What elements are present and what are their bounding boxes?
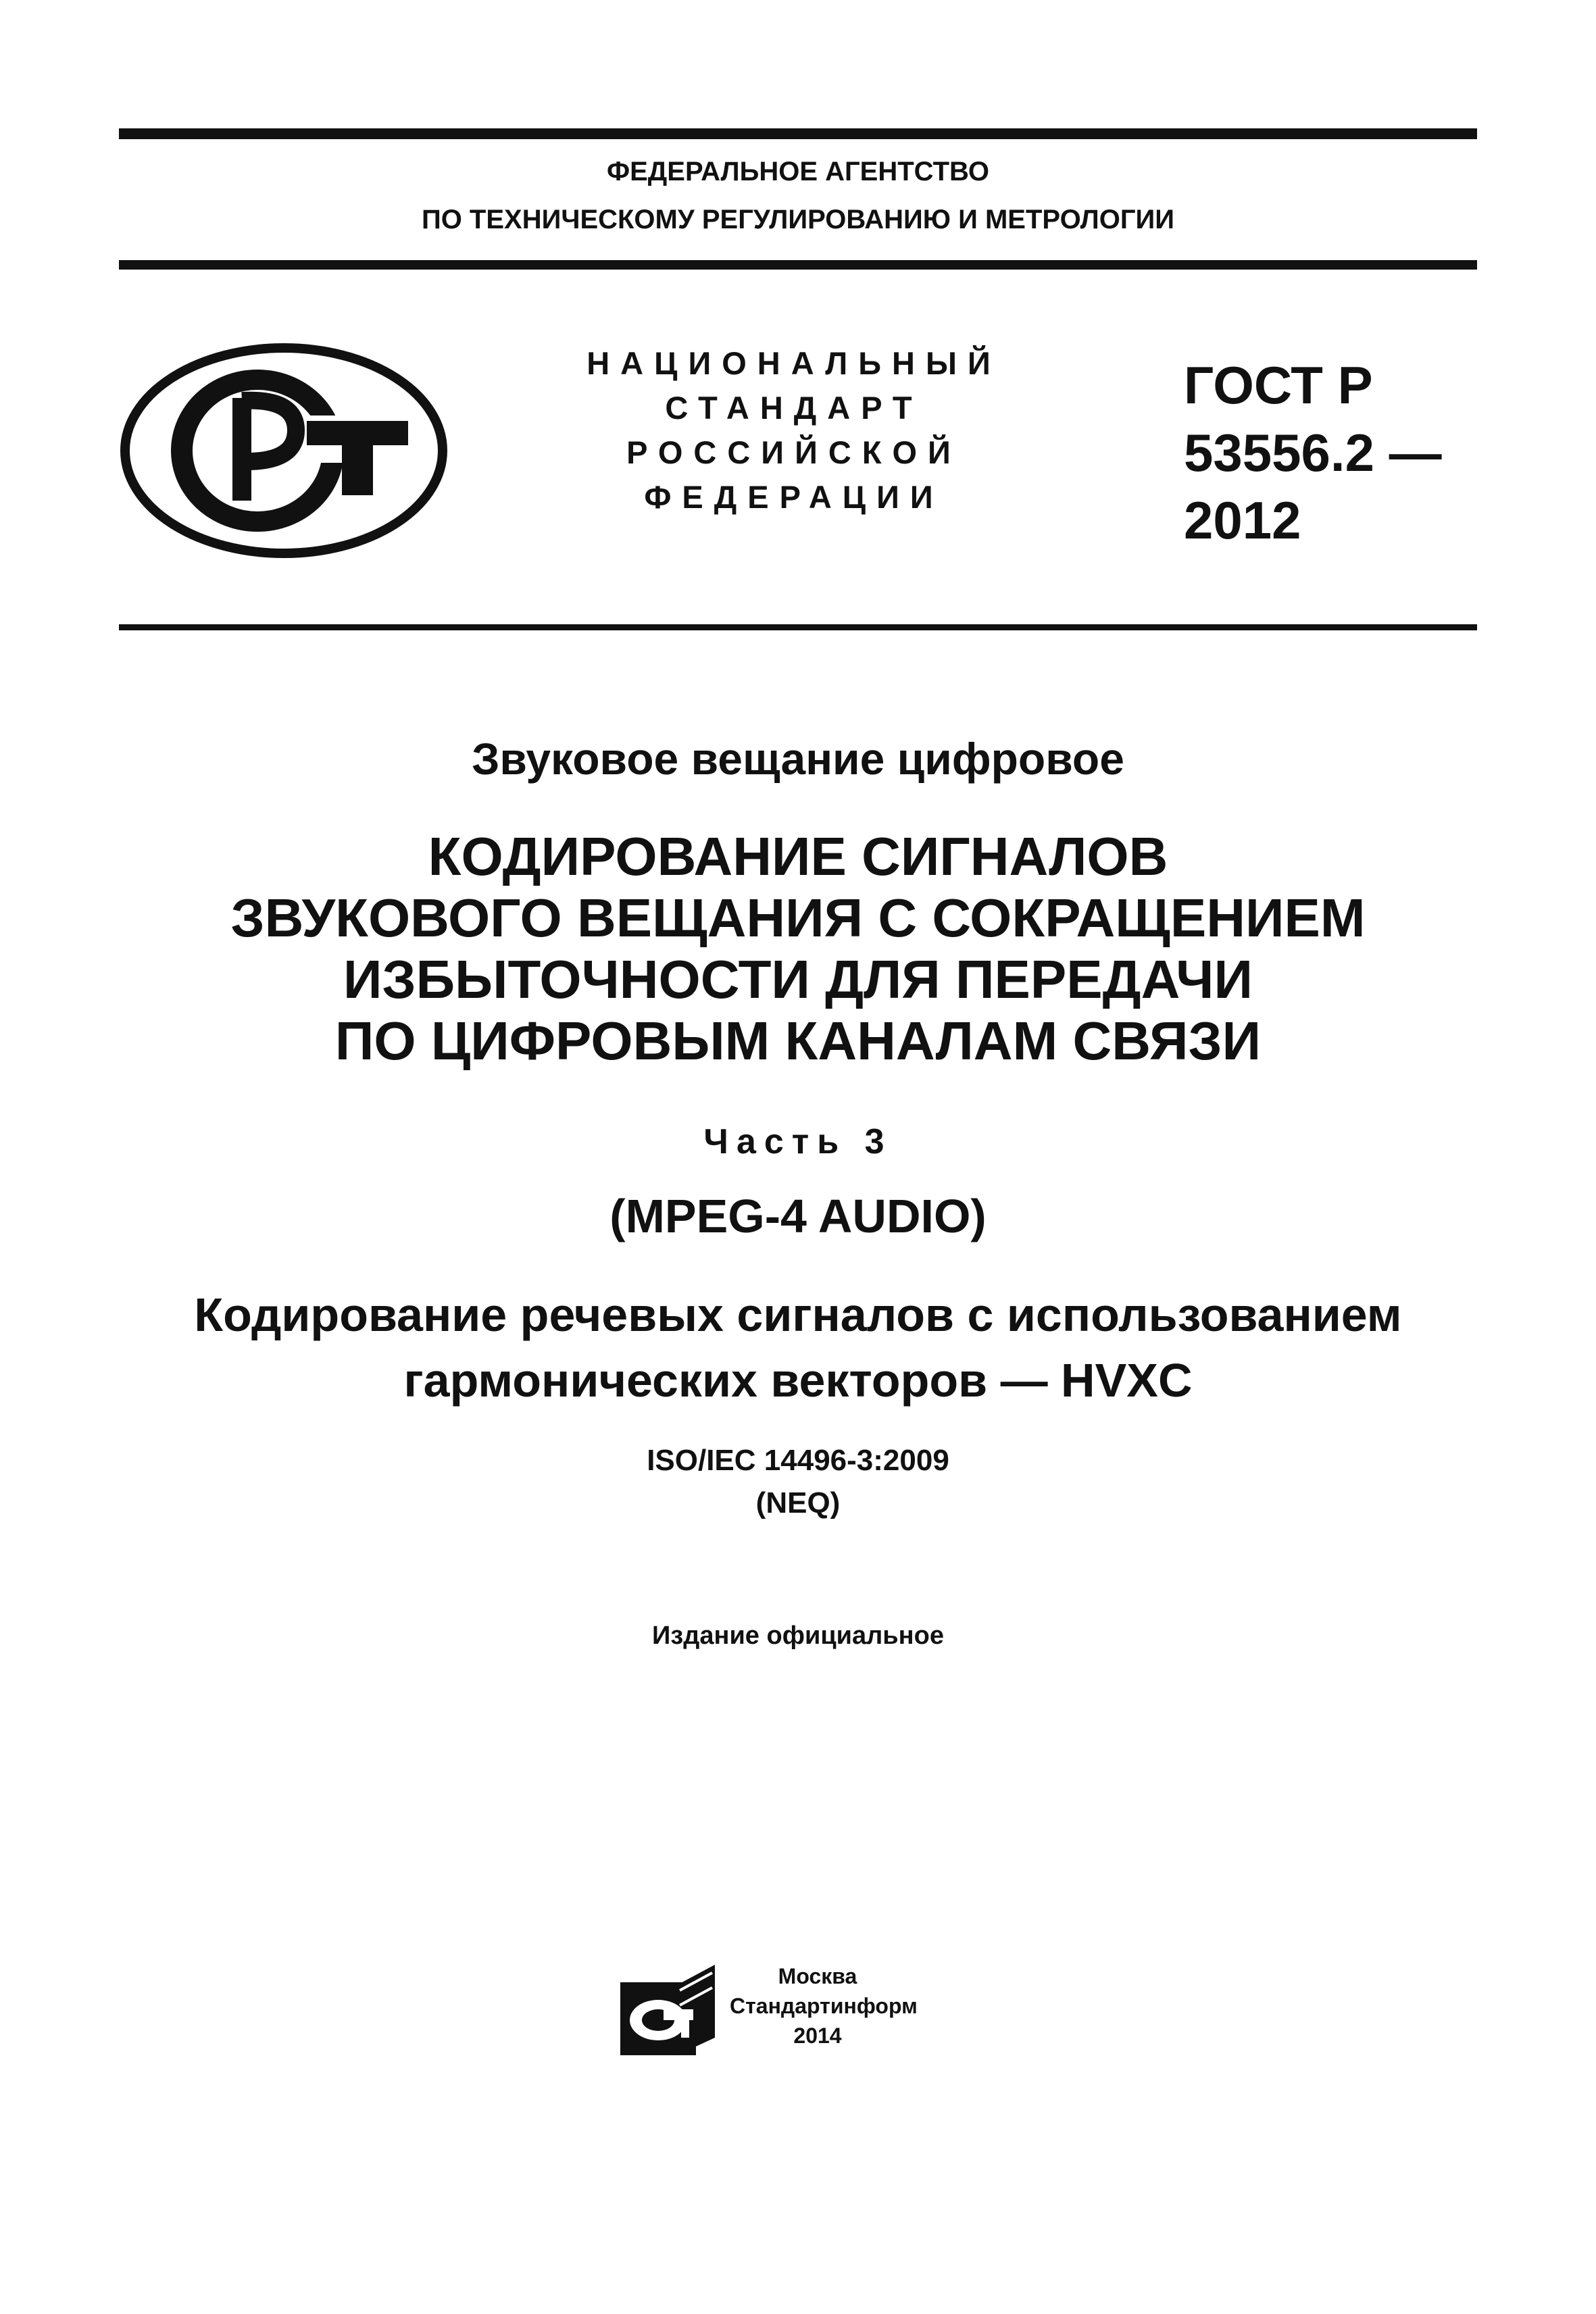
document-title xyxy=(0,826,1596,1072)
title-divider xyxy=(119,624,1477,630)
iso-equivalence: (NEQ) xyxy=(755,1486,841,1519)
standard-label-line: ФЕДЕРАЦИИ xyxy=(644,479,944,515)
gost-certification-logo-icon xyxy=(119,341,449,560)
agency-name-line2: ПО ТЕХНИЧЕСКОМУ РЕГУЛИРОВАНИЮ И МЕТРОЛОГИИ xyxy=(421,205,1175,234)
gost-designation-line3: 2012 xyxy=(1184,491,1301,550)
iso-standard-number: ISO/IEC 14496-3:2009 xyxy=(647,1444,949,1477)
title-line: ПО ЦИФРОВЫМ КАНАЛАМ СВЯЗИ xyxy=(334,1011,1262,1071)
title-line: КОДИРОВАНИЕ СИГНАЛОВ xyxy=(428,826,1168,886)
part-name: (MPEG-4 AUDIO) xyxy=(609,1190,987,1242)
top-divider xyxy=(119,128,1477,139)
publisher-name: Стандартинформ xyxy=(730,1994,918,2018)
agency-name-line1: ФЕДЕРАЛЬНОЕ АГЕНТСТВО xyxy=(606,157,990,186)
title-line: ИЗБЫТОЧНОСТИ ДЛЯ ПЕРЕДАЧИ xyxy=(343,949,1253,1009)
part-number: Часть 3 xyxy=(703,1122,893,1161)
subtitle-line: Кодирование речевых сигналов с использованием xyxy=(194,1288,1402,1341)
document-subject: Звуковое вещание цифровое xyxy=(472,734,1124,784)
standard-label-line: РОССИЙСКОЙ xyxy=(626,434,962,470)
gost-designation-line2: 53556.2 — xyxy=(1184,423,1442,482)
document-subtitle xyxy=(0,1282,1596,1413)
gost-designation-line1: ГОСТ Р xyxy=(1184,355,1373,415)
gost-logo-text: РСТ xyxy=(119,341,120,342)
standard-label-line: СТАНДАРТ xyxy=(665,390,923,426)
national-standard-label xyxy=(571,341,1017,520)
publisher-info xyxy=(730,1961,918,2051)
publication-year: 2014 xyxy=(793,2023,842,2048)
edition-label: Издание официальное xyxy=(652,1621,944,1650)
header-divider xyxy=(119,260,1477,270)
gost-designation xyxy=(1184,351,1442,554)
publisher-city: Москва xyxy=(778,1964,857,1988)
iso-reference xyxy=(0,1439,1596,1524)
standartinform-logo-icon xyxy=(616,1965,715,2059)
subtitle-line: гармонических векторов — HVXC xyxy=(403,1354,1193,1407)
standard-label-line: НАЦИОНАЛЬНЫЙ xyxy=(587,345,1001,381)
title-line: ЗВУКОВОГО ВЕЩАНИЯ С СОКРАЩЕНИЕМ xyxy=(230,888,1366,948)
